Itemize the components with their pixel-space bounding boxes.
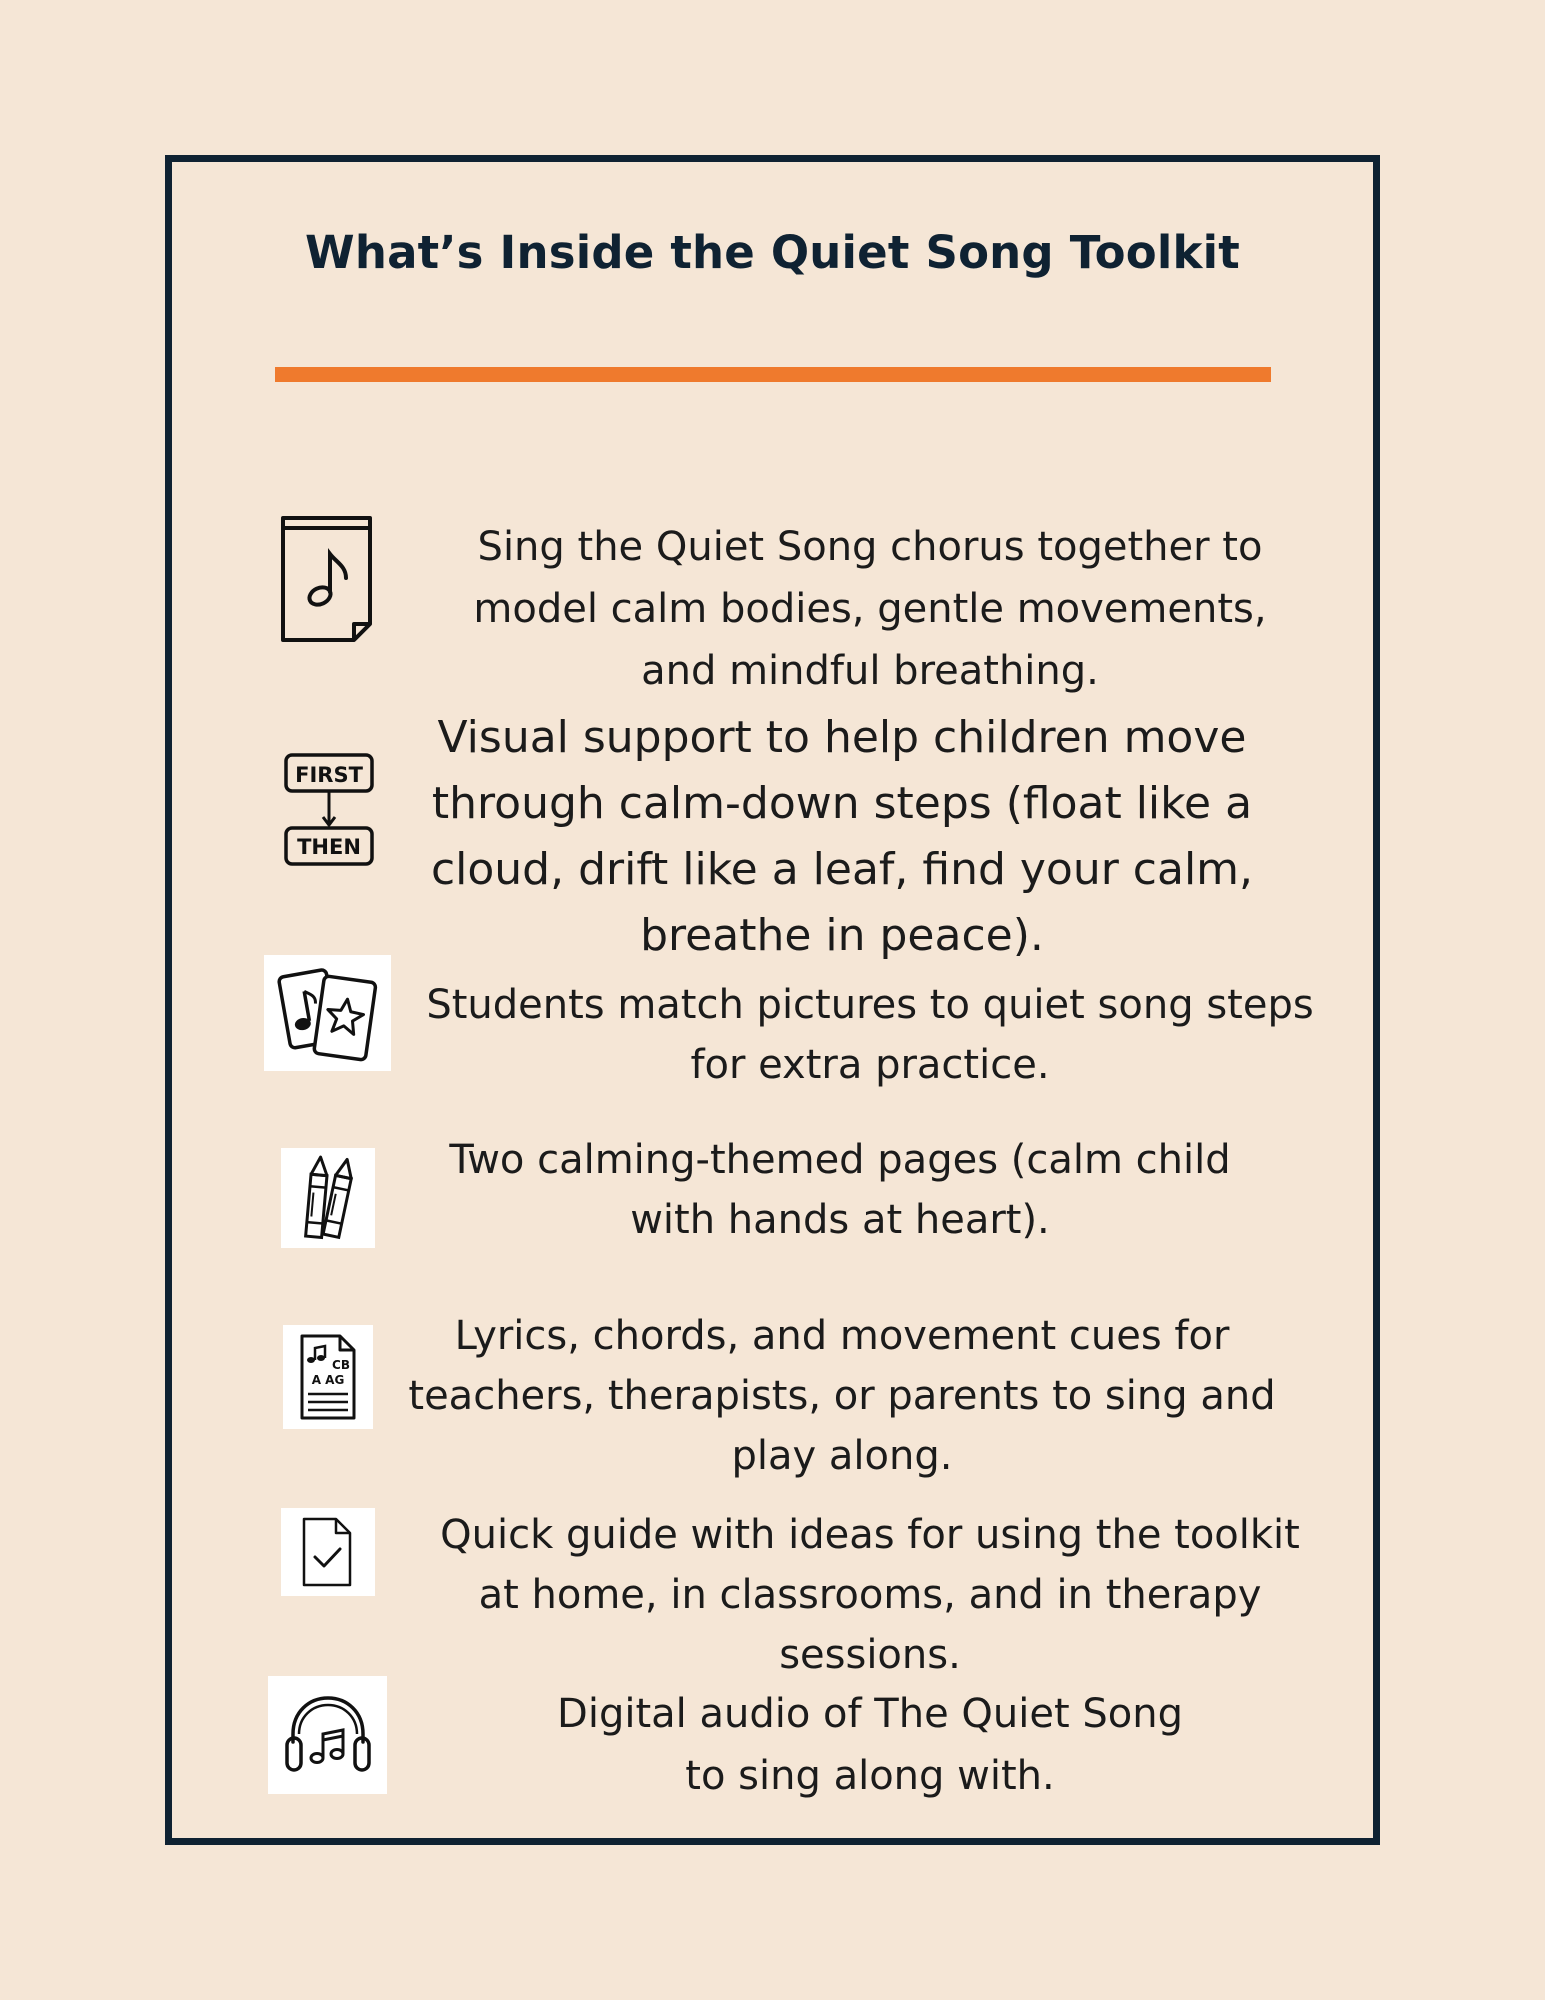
item-crayons-text: Two calming-themed pages (calm child with hands at heart).: [449, 1137, 1231, 1243]
first-label: FIRST: [295, 763, 363, 787]
chord-label-top: CB: [332, 1358, 350, 1372]
first-then-icon: [283, 752, 375, 868]
item-first-then-text: Visual support to help children move through calm-down steps (float like a cloud, drift like a leaf, find your calm, breathe in peace).: [430, 712, 1254, 961]
chord-label-bottom: A AG: [311, 1373, 345, 1387]
music-sheet-icon: [278, 514, 378, 644]
matching-cards-icon: [264, 955, 391, 1071]
page-title: What’s Inside the Quiet Song Toolkit: [305, 226, 1240, 279]
checklist-document-icon: [281, 1508, 375, 1596]
then-label: THEN: [297, 835, 361, 859]
item-matching-cards-text: Students match pictures to quiet song steps for extra practice.: [426, 982, 1314, 1088]
item-chord-sheet-text: Lyrics, chords, and movement cues for teachers, therapists, or parents to sing and play along.: [408, 1313, 1276, 1479]
item-guide-text: Quick guide with ideas for using the toolkit at home, in classrooms, and in therapy sessions.: [440, 1512, 1300, 1678]
chord-sheet-icon: [283, 1325, 373, 1429]
item-audio-text: Digital audio of The Quiet Song to sing along with.: [557, 1691, 1183, 1799]
item-music-sheet-text: Sing the Quiet Song chorus together to model calm bodies, gentle movements, and mindful breathing.: [473, 524, 1267, 694]
crayons-icon: [281, 1148, 375, 1248]
accent-divider: [275, 367, 1271, 382]
headphones-icon: [268, 1676, 387, 1794]
